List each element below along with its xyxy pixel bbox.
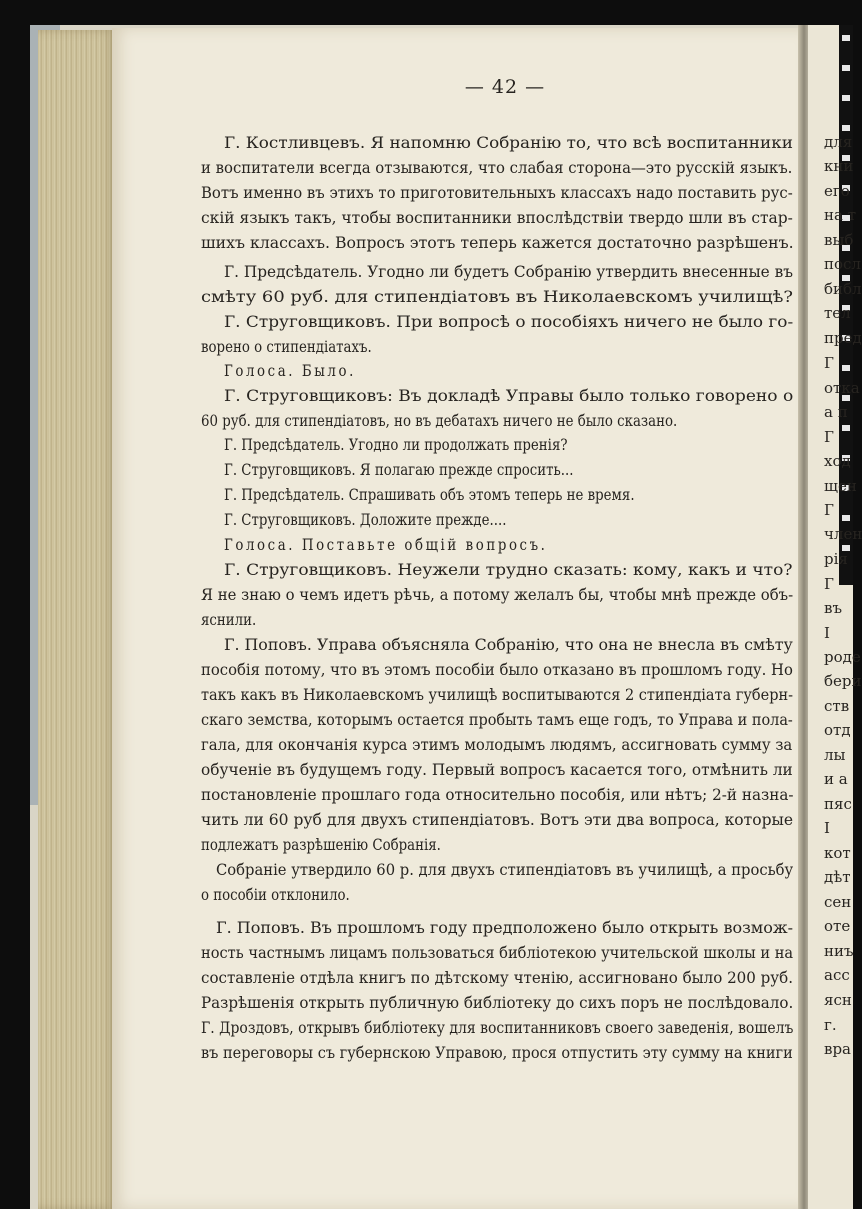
facing-page-fragment: посл xyxy=(824,255,861,273)
text-line: Голоса. Поставьте общій вопросъ. xyxy=(224,536,548,554)
facing-page-fragment: оте xyxy=(824,917,851,935)
text-line: Г. Дроздовъ, открывъ библіотеку для воспитанниковъ своего заведенія, вошелъ xyxy=(201,1019,794,1037)
facing-page-fragment: Г xyxy=(824,501,834,519)
text-line: Г. Струговщиковъ. Я полагаю прежде спросить... xyxy=(224,461,574,479)
text-line: Г. Поповъ. Въ прошломъ году предположено было открыть возмож- xyxy=(216,919,794,937)
facing-page-fragment: вра xyxy=(824,1040,851,1058)
facing-page-fragment: а п xyxy=(824,403,848,421)
facing-page-fragment: I xyxy=(824,624,830,642)
facing-page-fragment: выб xyxy=(824,231,854,249)
facing-page-fragment: роде xyxy=(824,648,861,666)
text-line: яснили. xyxy=(201,611,257,629)
text-line: скій языкъ такъ, чтобы воспитанники впослѣдствіи твердо шли въ стар- xyxy=(201,209,793,227)
text-line: Г. Поповъ. Управа объясняла Собранію, что она не внесла въ смѣту xyxy=(224,636,793,654)
text-line: Г. Предсѣдатель. Угодно ли продолжать пренія? xyxy=(224,436,568,454)
text-line: Г. Струговщиковъ. Доложите прежде.... xyxy=(224,511,507,529)
text-line: Разрѣшенія открыть публичную библіотеку до сихъ поръ не послѣдовало. xyxy=(201,994,794,1012)
facing-page-fragment: Г xyxy=(824,354,834,372)
facing-page-fragment: отка xyxy=(824,379,860,397)
text-line: Собраніе утвердило 60 р. для двухъ стипендіатовъ въ училищѣ, а просьбу xyxy=(216,861,794,879)
text-line: подлежатъ разрѣшенію Собранія. xyxy=(201,836,441,854)
facing-page-fragment: Г xyxy=(824,575,834,593)
facing-page-fragment: ясн xyxy=(824,991,852,1009)
facing-page-fragment: ств xyxy=(824,697,850,715)
facing-page-fragment: тел xyxy=(824,304,851,322)
text-line: и воспитатели всегда отзываются, что слабая сторона—это русскій языкъ. xyxy=(201,159,793,177)
facing-page-fragment: асс xyxy=(824,966,850,984)
facing-page-fragment: въ xyxy=(824,599,842,617)
facing-page-fragment: его xyxy=(824,182,850,200)
facing-page-fragment: отд xyxy=(824,721,851,739)
text-line: Г. Предсѣдатель. Спрашивать объ этомъ теперь не время. xyxy=(224,486,635,504)
text-line: постановленіе прошлаго года относительно пособія, или нѣтъ; 2-й назна- xyxy=(201,786,794,804)
text-line: обученіе въ будущемъ году. Первый вопросъ касается того, отмѣнить ли xyxy=(201,761,793,779)
facing-page-fragment: щен xyxy=(824,477,857,495)
facing-page-fragment: пред xyxy=(824,329,862,347)
text-line: ность частнымъ лицамъ пользоваться библіотекою учительской школы и на xyxy=(201,944,794,962)
facing-page-fragment: библ xyxy=(824,280,862,298)
text-line: составленіе отдѣла книгъ по дѣтскому чтенію, ассигновано было 200 руб. xyxy=(201,969,794,987)
facing-page-fragment: I xyxy=(824,819,830,837)
facing-page-fragment: сен xyxy=(824,893,852,911)
book-page-edges xyxy=(38,30,118,1209)
text-line: Г. Струговщиковъ. При вопросѣ о пособіяхъ ничего не было го- xyxy=(224,313,794,331)
text-line: шихъ классахъ. Вопросъ этотъ теперь кажется достаточно разрѣшенъ. xyxy=(201,234,794,252)
page-number: — 42 — xyxy=(464,76,546,98)
text-line: Г. Струговщиковъ: Въ докладѣ Управы было только говорено о xyxy=(224,387,794,405)
facing-page-fragment: для xyxy=(824,133,853,151)
text-line: Г. Предсѣдатель. Угодно ли будетъ Собранію утвердить внесенные въ xyxy=(224,263,793,281)
text-line: такъ какъ въ Николаевскомъ училищѣ воспитываются 2 стипендіата губерн- xyxy=(201,686,794,704)
text-line: Я не знаю о чемъ идетъ рѣчь, а потому желалъ бы, чтобы мнѣ прежде объ- xyxy=(201,586,794,604)
text-line: 60 руб. для стипендіатовъ, но въ дебатахъ ничего не было сказано. xyxy=(201,412,678,430)
facing-page-fragment: и а xyxy=(824,770,848,788)
facing-page-fragment: ход xyxy=(824,452,851,470)
text-line: въ переговоры съ губернскою Управою, прося отпустить эту сумму на книги xyxy=(201,1044,793,1062)
facing-page-fragment: пяс xyxy=(824,795,852,813)
text-line: гала, для окончанія курса этимъ молодымъ людямъ, ассигновать сумму за xyxy=(201,736,793,754)
text-line: Г. Костливцевъ. Я напомню Собранію то, что всѣ воспитанники xyxy=(224,134,793,152)
facing-page-fragment: на т xyxy=(824,206,857,224)
facing-page-fragment: лы xyxy=(824,746,846,764)
text-line: смѣту 60 руб. для стипендіатовъ въ Николаевскомъ училищѣ? xyxy=(201,288,794,306)
text-line: чить ли 60 руб для двухъ стипендіатовъ. Вотъ эти два вопроса, которые xyxy=(201,811,794,829)
facing-page-fragment: рія xyxy=(824,550,848,568)
facing-page-fragment: кни xyxy=(824,157,854,175)
text-line: о пособіи отклонило. xyxy=(201,886,350,904)
facing-page-fragment: Г xyxy=(824,428,834,446)
text-line: Г. Струговщиковъ. Неужели трудно сказать: кому, какъ и что? xyxy=(224,561,793,579)
facing-page-fragment: ниъ xyxy=(824,942,854,960)
text-line: пособія потому, что въ этомъ пособіи было отказано въ прошломъ году. Но xyxy=(201,661,793,679)
facing-page-fragment: член xyxy=(824,525,862,543)
text-line: скаго земства, которымъ остается пробыть тамъ еще годъ, то Управа и пола- xyxy=(201,711,793,729)
facing-page-fragment: дѣт xyxy=(824,868,851,886)
text-line: Голоса. Было. xyxy=(224,362,356,380)
text-line: Вотъ именно въ этихъ то приготовительныхъ классахъ надо поставить рус- xyxy=(201,184,793,202)
facing-page-fragment: бери xyxy=(824,672,862,690)
facing-page-fragment: г. xyxy=(824,1016,837,1034)
facing-page-fragment: кот xyxy=(824,844,851,862)
text-line: ворено о стипендіатахъ. xyxy=(201,338,372,356)
